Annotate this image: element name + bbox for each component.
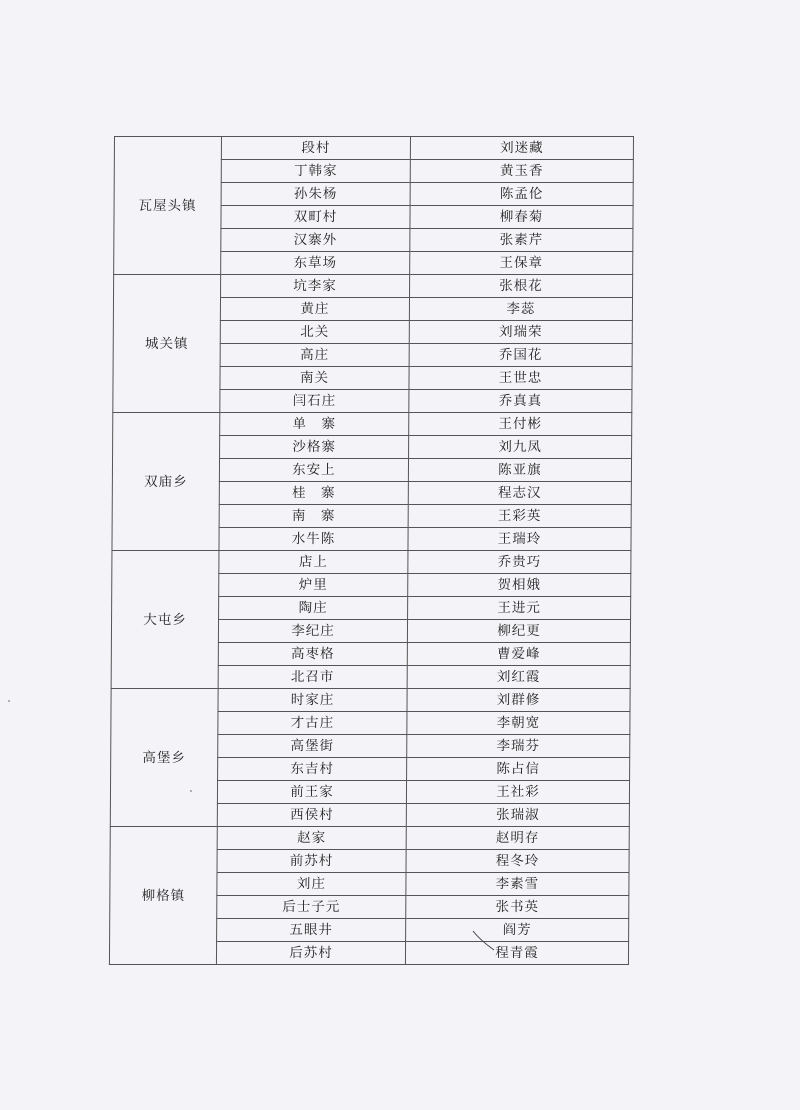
village-cell: 后苏村 (216, 942, 405, 965)
person-cell: 程志汉 (408, 482, 631, 505)
village-cell: 前苏村 (217, 850, 406, 873)
village-cell: 五眼井 (217, 919, 406, 942)
village-cell: 陶庄 (219, 597, 408, 620)
village-cell: 后士子元 (217, 896, 406, 919)
person-cell: 赵明存 (406, 827, 629, 850)
person-cell: 陈孟伦 (410, 183, 633, 206)
town-cell: 瓦屋头镇 (114, 137, 222, 275)
person-cell: 李瑞芬 (407, 735, 630, 758)
person-cell: 王社彩 (406, 781, 629, 804)
town-cell: 柳格镇 (109, 827, 217, 965)
village-cell: 丁韩家 (221, 160, 410, 183)
person-cell: 李蕊 (409, 298, 632, 321)
village-cell: 赵家 (217, 827, 406, 850)
person-cell: 李朝宽 (407, 712, 630, 735)
village-cell: 北召市 (218, 666, 407, 689)
table-row (114, 275, 633, 298)
person-cell: 刘瑞荣 (409, 321, 632, 344)
village-cell: 黄庄 (220, 298, 409, 321)
village-cell: 南 寨 (219, 505, 408, 528)
person-cell: 王世忠 (409, 367, 632, 390)
village-cell: 高枣格 (218, 643, 407, 666)
village-cell: 时家庄 (218, 689, 407, 712)
roster-body (109, 137, 633, 965)
town-cell: 大屯乡 (111, 551, 219, 689)
village-cell: 水牛陈 (219, 528, 408, 551)
table-row (114, 137, 633, 160)
village-cell: 孙朱杨 (221, 183, 410, 206)
person-cell: 王付彬 (409, 413, 632, 436)
village-cell: 炉里 (219, 574, 408, 597)
village-cell: 东草场 (221, 252, 410, 275)
person-cell: 刘九凤 (409, 436, 632, 459)
village-cell: 坑李家 (221, 275, 410, 298)
person-cell: 刘红霞 (407, 666, 630, 689)
village-cell: 沙格寨 (220, 436, 409, 459)
person-cell: 张根花 (410, 275, 633, 298)
village-cell: 李纪庄 (218, 620, 407, 643)
village-cell: 桂 寨 (219, 482, 408, 505)
village-cell: 才古庄 (218, 712, 407, 735)
table-row (110, 827, 629, 850)
person-cell: 程青霞 (405, 942, 628, 965)
table-row (111, 689, 630, 712)
person-cell: 张书英 (406, 896, 629, 919)
town-cell: 双庙乡 (112, 413, 220, 551)
village-cell: 前王家 (217, 781, 406, 804)
person-cell: 乔国花 (409, 344, 632, 367)
town-cell: 城关镇 (113, 275, 221, 413)
person-cell: 刘迷藏 (410, 137, 633, 160)
person-cell: 陈亚旗 (408, 459, 631, 482)
village-cell: 东安上 (219, 459, 408, 482)
person-cell: 柳春菊 (410, 206, 633, 229)
person-cell: 程冬玲 (406, 850, 629, 873)
village-cell: 单 寨 (220, 413, 409, 436)
village-cell: 闫石庄 (220, 390, 409, 413)
person-cell: 王进元 (408, 597, 631, 620)
person-cell: 柳纪更 (407, 620, 630, 643)
person-cell: 王彩英 (408, 505, 631, 528)
village-cell: 西侯村 (217, 804, 406, 827)
person-cell: 王保章 (410, 252, 633, 275)
village-cell: 汉寨外 (221, 229, 410, 252)
person-cell: 李素雪 (406, 873, 629, 896)
person-cell: 张瑞淑 (406, 804, 629, 827)
village-cell: 刘庄 (217, 873, 406, 896)
village-cell: 南关 (220, 367, 409, 390)
village-cell: 高堡街 (218, 735, 407, 758)
person-cell: 刘群修 (407, 689, 630, 712)
person-cell: 曹爱峰 (407, 643, 630, 666)
pen-tick-mark (472, 930, 496, 952)
person-cell: 贺相娥 (408, 574, 631, 597)
person-cell: 陈占信 (407, 758, 630, 781)
village-cell: 北关 (220, 321, 409, 344)
person-cell: 乔贵巧 (408, 551, 631, 574)
village-cell: 双町村 (221, 206, 410, 229)
roster-table (109, 136, 634, 965)
scan-speck (8, 700, 10, 702)
person-cell: 张素芹 (410, 229, 633, 252)
table-row (113, 413, 632, 436)
person-cell: 黄玉香 (410, 160, 633, 183)
person-cell: 乔真真 (409, 390, 632, 413)
person-cell: 阎芳 (406, 919, 629, 942)
village-cell: 段村 (221, 137, 410, 160)
village-cell: 东吉村 (218, 758, 407, 781)
village-cell: 高庄 (220, 344, 409, 367)
table-row (112, 551, 631, 574)
village-cell: 店上 (219, 551, 408, 574)
person-cell: 王瑞玲 (408, 528, 631, 551)
town-cell: 高堡乡 (110, 689, 218, 827)
